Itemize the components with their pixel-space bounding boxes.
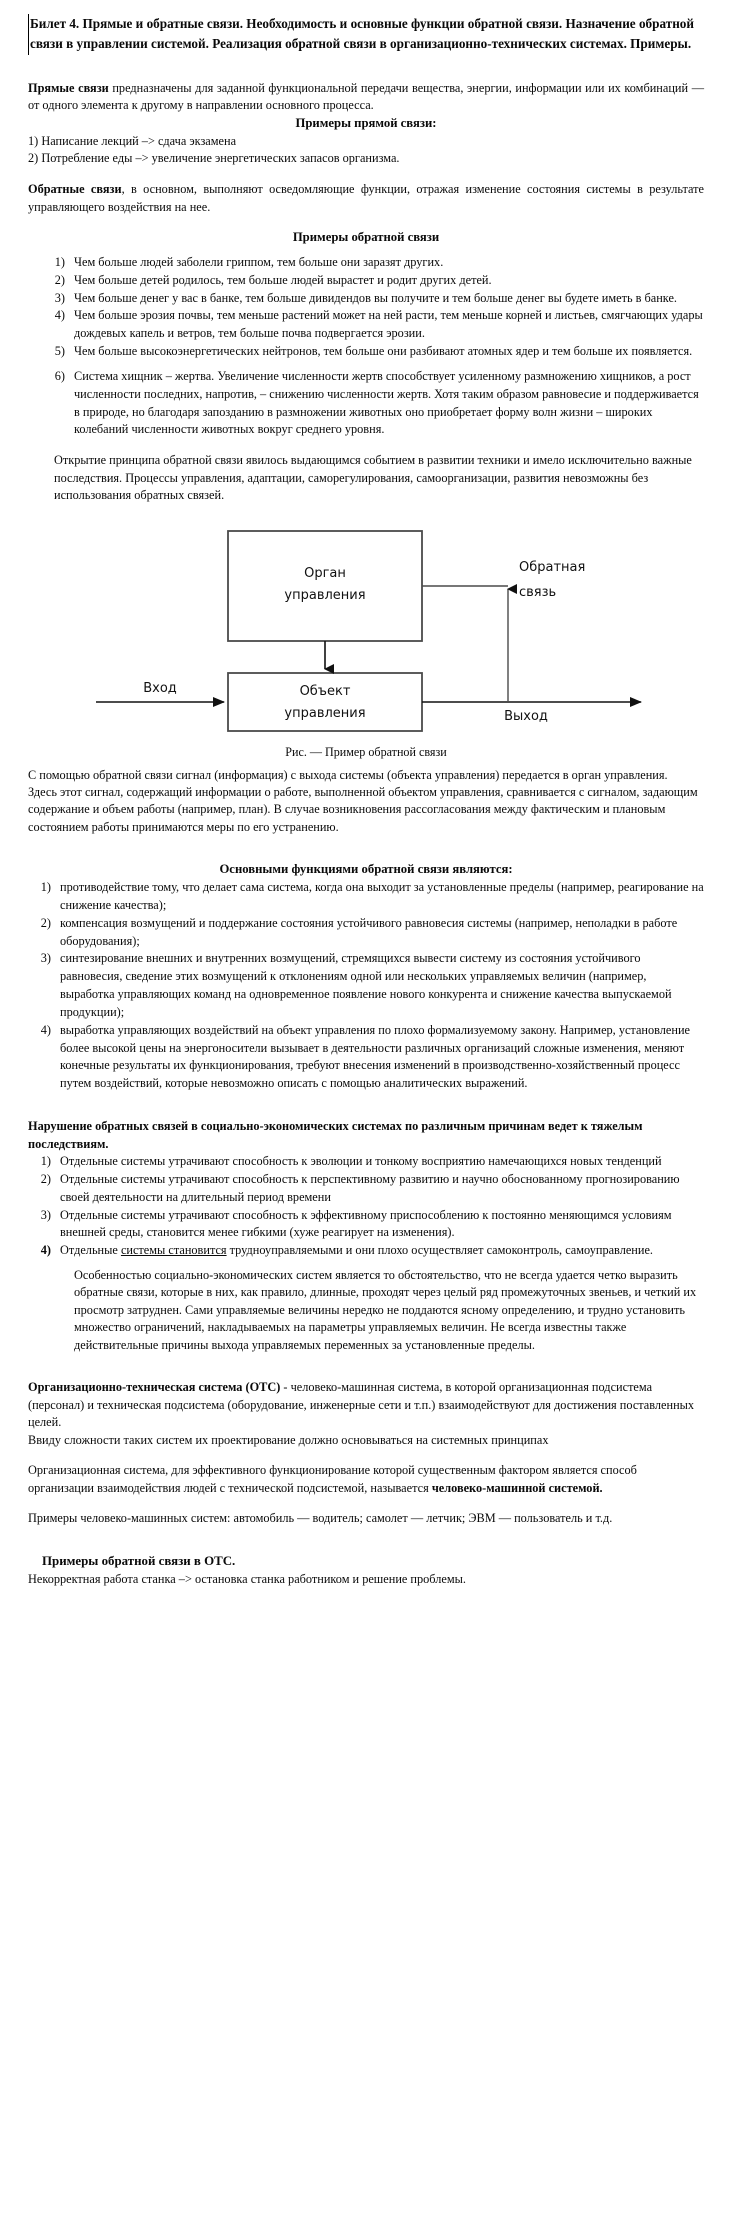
feedback-label-line1: Обратная <box>519 559 586 575</box>
intro-paragraph <box>28 80 704 115</box>
list-marker: 2) <box>40 1171 51 1186</box>
list-item <box>28 915 704 951</box>
list-text: Отдельные системы утрачивают способность к эффективному приспособлению к постоянно меняющимся условиям внешней среды, становится менее гибкими (хуже реагирует на изменения). <box>60 1207 672 1240</box>
list-text <box>60 1242 704 1260</box>
list-item <box>28 343 704 361</box>
discovery-paragraph: Открытие принципа обратной связи явилось выдающимся событием в развитии техники и имело исключительно важные последствия. Процессы управления, адаптации, саморегулирования, самоорганизации, развития невозможны без использования обратных связей. <box>54 453 692 503</box>
list-item <box>28 290 704 308</box>
list-marker: 2) <box>40 915 51 930</box>
feedback-diagram-svg <box>56 523 676 738</box>
list-marker: 2) <box>54 272 65 287</box>
functions-list <box>28 879 704 1093</box>
diagram-canvas <box>28 523 704 743</box>
feedback-definition-bold: Обратные связи <box>28 182 122 197</box>
list-item <box>28 1207 704 1243</box>
feedback-definition-rest: , в основном, выполняют осведомляющие функции, отражая изменение состояния системы в результате управляющего воздействия на нее. <box>28 182 704 214</box>
list-marker: 1) <box>54 254 65 269</box>
list-text: синтезирование внешних и внутренних возмущений, стремящихся вывести систему из состояния устойчивого равновесия, сведение этих возмущений к отклонениям одной или нескольких управляемых величин (например, выработка управляющих команд на одновременное появление нового конкурента и снижение качества выпускаемой продукции); <box>60 951 672 1019</box>
org-system-paragraph <box>28 1462 704 1497</box>
control-object-label-line2: управления <box>284 705 366 721</box>
control-body-label-line1: Орган <box>304 565 346 581</box>
list-text: противодействие тому, что делает сама система, когда она выходит за установленные пределы (например, реагирование на снижение качества); <box>60 880 704 912</box>
violation-item-4-pre: Отдельные <box>60 1243 121 1258</box>
control-body-box <box>228 531 422 641</box>
list-marker: 1) <box>40 880 51 895</box>
list-marker: 4) <box>40 1022 51 1037</box>
intro-lead-bold: Прямые связи <box>28 80 109 95</box>
after-figure-paragraph-1: С помощью обратной связи сигнал (информация) с выхода системы (объекта управления) передается в орган управления. <box>28 767 668 782</box>
list-text: Чем больше эрозия почвы, тем меньше растений может на ней расти, тем меньше корней и листьев, смягчающих удары дождевых капель и ветров, тем больше почва подвергается эрозии. <box>74 308 703 341</box>
list-item <box>28 368 704 439</box>
input-label: Вход <box>143 680 177 696</box>
list-marker: 3) <box>54 290 65 305</box>
list-marker: 3) <box>40 1207 51 1222</box>
output-label: Выход <box>504 708 548 724</box>
feedback-diagram-figure <box>28 523 704 760</box>
list-item <box>28 307 704 343</box>
control-object-label-line1: Объект <box>299 683 351 699</box>
list-marker: 4) <box>54 308 65 323</box>
after-figure-paragraph-2: Здесь этот сигнал, содержащий информации о работе, выполненной объектом управления, сравнивается с сигналом, задающим содержание и объем работы (например, план). В случае возникновения рассогласования между фактическим и плановым состоянием работы принимаются меры по его устранению. <box>28 785 698 834</box>
list-item: 2) Потребление еды –> увеличение энергетических запасов организма. <box>28 151 400 166</box>
control-object-box <box>228 673 422 731</box>
control-body-label-line2: управления <box>284 587 366 603</box>
ots-complexity-paragraph: Ввиду сложности таких систем их проектирование должно основываться на системных принципах <box>28 1432 549 1447</box>
man-machine-examples-paragraph: Примеры человеко-машинных систем: автомобиль — водитель; самолет — летчик; ЭВМ — пользователь и т.д. <box>28 1510 613 1525</box>
intro-lead-rest: предназначены для заданной функциональной передачи вещества, энергии, информации или их комбинаций — от одного элемента к другому в направлении основного процесса. <box>28 80 705 113</box>
list-text: Чем больше денег у вас в банке, тем больше дивидендов вы получите и тем больше денег вы будете иметь в банке. <box>74 290 677 305</box>
ots-definition-paragraph <box>28 1379 704 1431</box>
list-item <box>28 254 704 272</box>
violation-item-4-underlined: системы становится <box>120 1243 227 1258</box>
list-text: Чем больше детей родилось, тем больше людей вырастет и родит других детей. <box>74 272 492 287</box>
page-title: Билет 4. Прямые и обратные связи. Необходимость и основные функции обратной связи. Назначение обратной связи в управлении системой. Реализация обратной связи в организационно-технических системах. Примеры. <box>28 14 704 55</box>
list-marker: 5) <box>54 344 65 359</box>
list-item <box>28 1022 704 1093</box>
list-marker: 1) <box>40 1154 51 1169</box>
list-item <box>28 272 704 290</box>
list-text: Чем больше людей заболели гриппом, тем больше они заразят других. <box>74 254 444 269</box>
list-text: Система хищник – жертва. Увеличение численности жертв способствует усиленному размножению хищников, а рост численности последних, напротив, – снижению численности жертв. Хотя таким образом равновесие и поддерживается в природе, но благодаря запозданию в размножении животных оно приобретает форму волн жизни – широких колебаний численности животных вокруг среднего уровня. <box>74 368 699 437</box>
list-text: компенсация возмущений и поддержание состояния устойчивого равновесия системы (например, неполадки в работе оборудования); <box>60 915 678 948</box>
feedback-examples-heading: Примеры обратной связи <box>292 230 440 245</box>
list-marker: 3) <box>40 951 51 966</box>
ots-definition: - человеко-машинная система, в которой организационная подсистема (персонал) и техническая подсистема (оборудование, инженерные сети и т.п.) взаимодействуют для достижения поставленных целей. <box>28 1380 695 1430</box>
ots-examples-line: Некорректная работа станка –> остановка станка работником и решение проблемы. <box>28 1571 466 1586</box>
direct-examples-heading: Примеры прямой связи: <box>295 115 437 130</box>
list-marker: 6) <box>54 368 65 383</box>
feedback-definition <box>28 181 704 216</box>
ots-term: Организационно-техническая система (ОТС) <box>28 1380 281 1395</box>
list-item <box>28 950 704 1021</box>
direct-examples-list <box>28 133 704 169</box>
ots-examples-heading: Примеры обратной связи в ОТС. <box>42 1554 236 1569</box>
violation-list <box>28 1153 704 1260</box>
list-text: Отдельные системы утрачивают способность к перспективному развитию и научно обоснованному прогнозированию своей деятельности на длительный период времени <box>60 1171 680 1204</box>
violation-heading: Нарушение обратных связей в социально-экономических системах по различным причинам ведет к тяжелым последствиям. <box>28 1119 643 1151</box>
org-system-bold: человеко-машинной системой. <box>431 1480 603 1495</box>
org-system-pre: Организационная система, для эффективного функционирование которой существенным фактором является способ организации взаимодействия людей с технической подсистемой, называется <box>28 1463 637 1495</box>
list-text: выработка управляющих воздействий на объект управления по плохо формализуемому закону. Например, установление более высокой цены на энергоносители вызывает в деятельности различных организаций сложные изменения, меняют конечные результаты их функционирования, требуют внесения изменений в производственно-хозяйственный процесс путем воздействий, которые невозможно описать с помощью аналитических выражений. <box>60 1022 690 1091</box>
list-marker: 4) <box>40 1243 51 1258</box>
list-item <box>28 879 704 915</box>
list-item: 1) Написание лекций –> сдача экзамена <box>28 133 237 148</box>
figure-caption: Рис. — Пример обратной связи <box>285 744 447 759</box>
list-text: Чем больше высокоэнергетических нейтронов, тем больше они разбивают атомных ядер и тем больше их появляется. <box>74 344 693 359</box>
feedback-label-line2: связь <box>519 584 557 600</box>
list-text: Отдельные системы утрачивают способность к эволюции и тонкому восприятию намечающихся новых тенденций <box>60 1154 662 1169</box>
list-item <box>28 1171 704 1207</box>
functions-heading: Основными функциями обратной связи являются: <box>219 862 513 877</box>
feedback-examples-list <box>28 254 704 361</box>
feedback-examples-list-continued <box>28 368 704 439</box>
violation-item-4-post: трудноуправляемыми и они плохо осуществляет самоконтроль, самоуправление. <box>226 1243 653 1258</box>
list-item <box>28 1242 704 1260</box>
list-item <box>28 1153 704 1171</box>
peculiarity-paragraph: Особенностью социально-экономических систем является то обстоятельство, что не всегда удается четко выразить обратные связи, которые в них, как правило, длинные, проходят через целый ряд промежуточных звеньев, и четкий их просмотр затруднен. Сами управляемые величины нередко не поддаются ясному определению, и трудно установить множество ограничений, накладываемых на параметры управляемых величин. Не всегда известны также действительные причины выхода управляемых переменных за установленные пределы. <box>74 1267 697 1352</box>
